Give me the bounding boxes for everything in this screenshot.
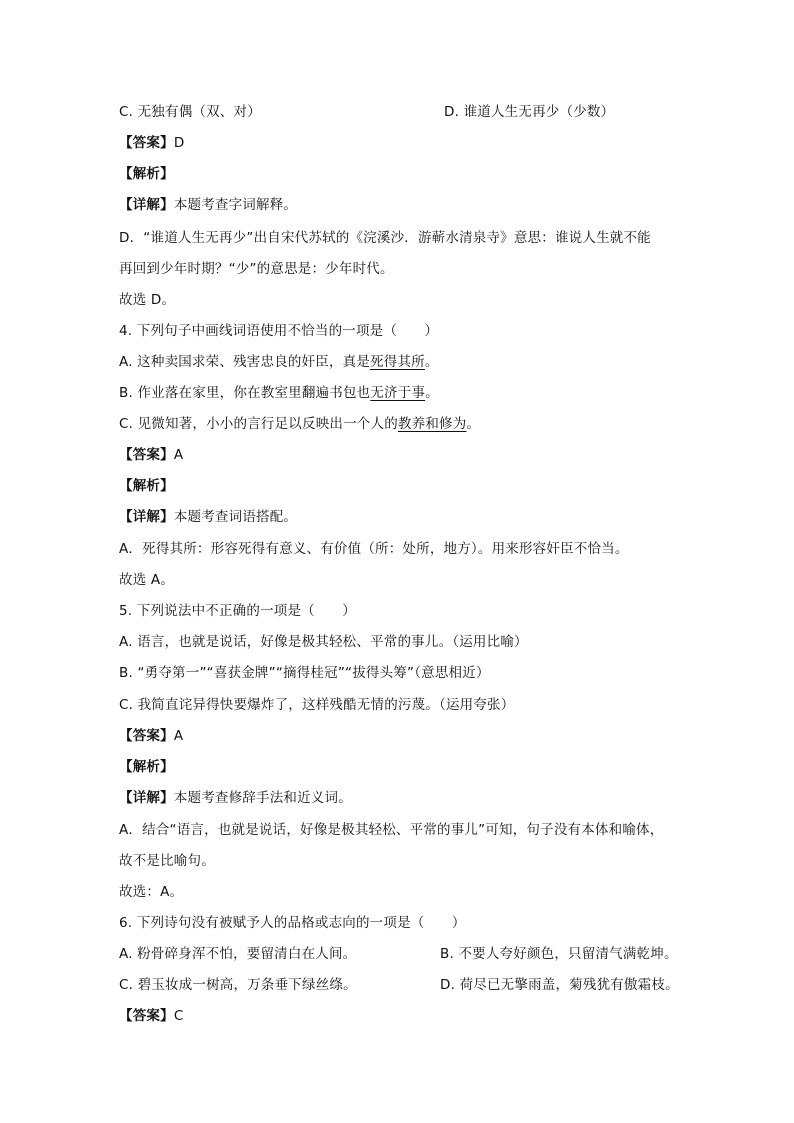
q5-explanation-line-2: 故不是比喻句。 xyxy=(119,853,215,869)
answer-value: A xyxy=(173,447,184,463)
q6-option-b: B. 不要人夸好颜色，只留清气满乾坤。 xyxy=(440,946,678,962)
q5-option-a: A. 语言，也就是说话，好像是极其轻松、平常的事儿。（运用比喻） xyxy=(119,634,528,650)
option-text: C. 见微知著，小小的言行足以反映出一个人的 xyxy=(119,416,398,432)
underlined-phrase: 教养和修为 xyxy=(397,416,467,432)
q6-answer xyxy=(119,1007,183,1025)
q3-option-d: D. 谁道人生无再少（少数） xyxy=(444,104,615,120)
answer-label: 【答案】 xyxy=(119,135,174,151)
detail-text: 本题考查词语搭配。 xyxy=(173,509,298,525)
q4-detail xyxy=(119,508,297,526)
q5-option-c: C. 我简直诧异得快要爆炸了，这样残酷无情的污蔑。（运用夸张） xyxy=(119,697,515,713)
q3-conclusion: 故选 D。 xyxy=(119,292,176,308)
q4-answer xyxy=(119,446,183,464)
q6-stem: 6. 下列诗句没有被赋予人的品格或志向的一项是（ ） xyxy=(119,915,466,931)
option-text: A. 这种卖国求荣、残害忠良的奸臣，真是 xyxy=(119,354,371,370)
q5-option-b: B. “勇夺第一”“喜获金牌”“摘得桂冠”“拔得头筹”（意思相近） xyxy=(119,665,490,681)
q6-option-c: C. 碧玉妆成一树高，万条垂下绿丝绦。 xyxy=(119,977,357,993)
answer-label: 【答案】 xyxy=(119,1008,174,1024)
q4-analysis-heading: 【解析】 xyxy=(119,478,174,494)
q5-conclusion: 故选：A。 xyxy=(119,884,184,900)
detail-label: 【详解】 xyxy=(119,790,174,806)
q5-detail xyxy=(119,789,352,807)
q5-stem: 5. 下列说法中不正确的一项是（ ） xyxy=(119,603,356,619)
q5-answer xyxy=(119,727,183,745)
q3-analysis-heading: 【解析】 xyxy=(119,166,174,182)
detail-text: 本题考查修辞手法和近义词。 xyxy=(173,790,352,806)
q4-option-a xyxy=(119,353,439,371)
q3-explanation-line-1: D．“谁道人生无再少”出自宋代苏轼的《浣溪沙．游蕲水清泉寺》意思：谁说人生就不能 xyxy=(119,230,651,246)
underlined-phrase: 死得其所 xyxy=(370,354,425,370)
q4-option-b xyxy=(119,384,439,402)
answer-value: D xyxy=(173,135,185,151)
q4-explanation-line-1: A．死得其所：形容死得有意义、有价值（所：处所，地方）。用来形容奸臣不恰当。 xyxy=(119,541,629,557)
option-punct: 。 xyxy=(425,385,439,401)
detail-text: 本题考查字词解释。 xyxy=(173,197,298,213)
answer-value: A xyxy=(173,728,184,744)
q4-stem: 4. 下列句子中画线词语使用不恰当的一项是（ ） xyxy=(119,323,439,339)
option-text: B. 作业落在家里，你在教室里翻遍书包也 xyxy=(119,385,371,401)
q6-option-a: A. 粉骨碎身浑不怕，要留清白在人间。 xyxy=(119,946,357,962)
underlined-phrase: 无济于事 xyxy=(370,385,426,401)
q5-explanation-line-1: A．结合“语言，也就是说话，好像是极其轻松、平常的事儿”可知，句子没有本体和喻体， xyxy=(119,822,664,838)
q3-explanation-line-2: 再回到少年时期？“少”的意思是：少年时代。 xyxy=(119,261,394,277)
q6-option-d: D. 荷尽已无擎雨盖，菊残犹有傲霜枝。 xyxy=(440,977,679,993)
answer-label: 【答案】 xyxy=(119,447,174,463)
q5-analysis-heading: 【解析】 xyxy=(119,759,174,775)
q3-answer xyxy=(119,134,184,152)
answer-value: C xyxy=(173,1008,184,1024)
detail-label: 【详解】 xyxy=(119,197,174,213)
option-punct: 。 xyxy=(466,416,481,432)
option-punct: 。 xyxy=(424,354,439,370)
q4-conclusion: 故选 A。 xyxy=(119,572,175,588)
answer-label: 【答案】 xyxy=(119,728,174,744)
q3-detail xyxy=(119,196,297,214)
q4-option-c xyxy=(119,415,480,433)
detail-label: 【详解】 xyxy=(119,509,174,525)
q3-option-c: C. 无独有偶（双、对） xyxy=(119,104,261,120)
